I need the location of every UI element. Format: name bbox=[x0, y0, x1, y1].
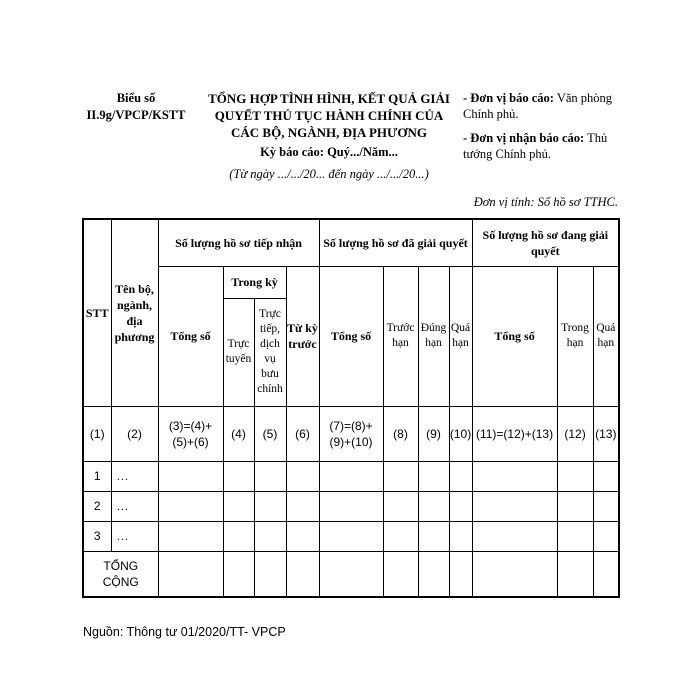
col-number: (1) bbox=[83, 406, 111, 461]
header-stt: STT bbox=[83, 219, 111, 406]
header-overdue: Quá hạn bbox=[449, 266, 472, 406]
col-number: (7)=(8)+(9)+(10) bbox=[319, 406, 383, 461]
reporting-unit-label: - Đơn vị báo cáo: bbox=[463, 91, 554, 105]
col-number: (8) bbox=[383, 406, 418, 461]
header-ontime: Đúng hạn bbox=[418, 266, 449, 406]
header-pending: Số lượng hồ sơ đang giải quyết bbox=[472, 219, 619, 266]
col-number: (12) bbox=[557, 406, 593, 461]
receiving-unit bbox=[463, 130, 628, 162]
table-row bbox=[83, 491, 619, 521]
unit-note: Đơn vị tính: Số hồ sơ TTHC. bbox=[473, 195, 618, 209]
header-previous: Từ kỳ trước bbox=[286, 266, 319, 406]
col-number: (5) bbox=[254, 406, 286, 461]
header-within: Trong hạn bbox=[557, 266, 593, 406]
col-number: (2) bbox=[111, 406, 158, 461]
col-number: (10) bbox=[449, 406, 472, 461]
report-title bbox=[196, 90, 462, 141]
form-code bbox=[80, 90, 192, 124]
table-row bbox=[83, 521, 619, 551]
receiving-unit-label: - Đơn vị nhận báo cáo: bbox=[463, 131, 585, 145]
header-pending-total: Tổng số bbox=[472, 266, 557, 406]
header-resolved: Số lượng hồ sơ đã giải quyết bbox=[319, 219, 472, 266]
header-received-total: Tổng số bbox=[158, 266, 223, 406]
header-online: Trực tuyến bbox=[223, 298, 254, 406]
col-number: (13) bbox=[593, 406, 619, 461]
col-number: (9) bbox=[418, 406, 449, 461]
title-line-3: CÁC BỘ, NGÀNH, ĐỊA PHƯƠNG bbox=[231, 125, 427, 140]
row-name: … bbox=[111, 461, 158, 491]
row-stt: 1 bbox=[83, 461, 111, 491]
report-table bbox=[82, 218, 620, 598]
col-number: (4) bbox=[223, 406, 254, 461]
table-row bbox=[83, 461, 619, 491]
row-stt: 2 bbox=[83, 491, 111, 521]
title-line-2: QUYẾT THỦ TỤC HÀNH CHÍNH CỦA bbox=[214, 108, 444, 123]
source-note: Nguồn: Thông tư 01/2020/TT- VPCP bbox=[83, 625, 286, 639]
header-ministry: Tên bộ, ngành, địa phương bbox=[111, 219, 158, 406]
header-pending-overdue: Quá hạn bbox=[593, 266, 619, 406]
total-label: TỔNG CỘNG bbox=[83, 551, 158, 597]
col-number: (11)=(12)+(13) bbox=[472, 406, 557, 461]
row-stt: 3 bbox=[83, 521, 111, 551]
header-early: Trước hạn bbox=[383, 266, 418, 406]
col-number: (6) bbox=[286, 406, 319, 461]
reporting-unit-value: Văn phòng Chính phủ. bbox=[463, 91, 613, 121]
reporting-unit bbox=[463, 90, 628, 122]
col-number: (3)=(4)+(5)+(6) bbox=[158, 406, 223, 461]
report-date-range: (Từ ngày .../.../20... đến ngày .../.../20...) bbox=[229, 167, 429, 181]
title-line-1: TỔNG HỢP TÌNH HÌNH, KẾT QUẢ GIẢI bbox=[208, 91, 450, 106]
total-row bbox=[83, 551, 619, 597]
form-code-line-1: Biểu số bbox=[116, 91, 156, 105]
header-direct-postal: Trực tiếp, dịch vụ bưu chính bbox=[254, 298, 286, 406]
header-resolved-total: Tổng số bbox=[319, 266, 383, 406]
row-name: … bbox=[111, 491, 158, 521]
report-period: Kỳ báo cáo: Quý.../Năm... bbox=[260, 145, 398, 159]
header-received: Số lượng hồ sơ tiếp nhận bbox=[158, 219, 319, 266]
receiving-unit-value: Thủ tướng Chính phủ. bbox=[463, 131, 608, 161]
row-name: … bbox=[111, 521, 158, 551]
form-code-line-2: II.9g/VPCP/KSTT bbox=[86, 108, 186, 122]
header-in-period: Trong kỳ bbox=[223, 266, 286, 298]
